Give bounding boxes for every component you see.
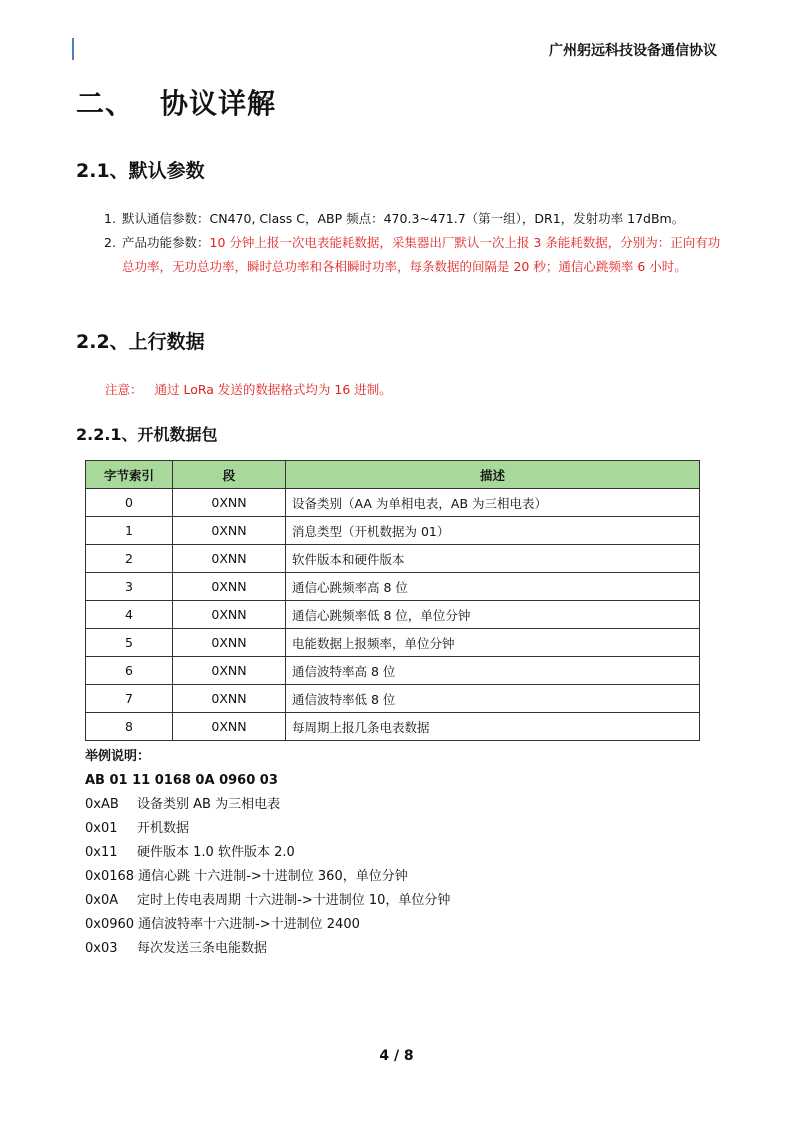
section-number: 二、 bbox=[76, 87, 135, 120]
cell-segment: 0XNN bbox=[173, 629, 286, 657]
heading-2-2: 2.2、上行数据 bbox=[76, 331, 205, 353]
example-line bbox=[85, 841, 450, 865]
example-code: 0x11 bbox=[85, 845, 118, 860]
example-raw: AB 01 11 0168 0A 0960 03 bbox=[85, 773, 278, 788]
example-line bbox=[85, 793, 450, 817]
example-code: 0xAB bbox=[85, 797, 119, 812]
boot-packet-table bbox=[85, 460, 700, 741]
cell-segment: 0XNN bbox=[173, 713, 286, 741]
list-item: 1. 默认通信参数：CN470, Class C，ABP 频点：470.3~471.7（第一组），DR1，发射功率 17dBm。 bbox=[104, 211, 685, 226]
cell-byte-index: 7 bbox=[86, 685, 173, 713]
example-desc: 通信心跳 十六进制->十进制位 360，单位分钟 bbox=[138, 869, 408, 884]
example-code: 0x0A bbox=[85, 893, 119, 908]
example-line bbox=[85, 817, 450, 841]
example-line bbox=[85, 865, 450, 889]
table-header-row bbox=[86, 461, 700, 489]
example-line bbox=[85, 913, 450, 937]
example-desc: 硬件版本 1.0 软件版本 2.0 bbox=[137, 845, 295, 860]
cell-byte-index: 1 bbox=[86, 517, 173, 545]
example-section bbox=[85, 745, 450, 961]
cell-byte-index: 0 bbox=[86, 489, 173, 517]
note-label: 注意： bbox=[105, 382, 143, 397]
cell-byte-index: 4 bbox=[86, 601, 173, 629]
example-line bbox=[85, 937, 450, 961]
page-number: 4 / 8 bbox=[379, 1048, 414, 1064]
cell-segment: 0XNN bbox=[173, 685, 286, 713]
example-desc: 设备类别 AB 为三相电表 bbox=[137, 797, 281, 812]
cell-segment: 0XNN bbox=[173, 517, 286, 545]
cell-byte-index: 8 bbox=[86, 713, 173, 741]
table-row bbox=[86, 657, 700, 685]
cell-description: 消息类型（开机数据为 01） bbox=[286, 517, 700, 545]
table-row bbox=[86, 545, 700, 573]
table-row bbox=[86, 517, 700, 545]
cell-segment: 0XNN bbox=[173, 601, 286, 629]
cell-segment: 0XNN bbox=[173, 489, 286, 517]
table-row bbox=[86, 629, 700, 657]
example-desc: 定时上传电表周期 十六进制->十进制位 10，单位分钟 bbox=[137, 893, 451, 908]
cell-description: 通信波特率高 8 位 bbox=[286, 657, 700, 685]
example-code: 0x03 bbox=[85, 941, 118, 956]
col-segment: 段 bbox=[173, 461, 286, 489]
table-row bbox=[86, 489, 700, 517]
cell-description: 软件版本和硬件版本 bbox=[286, 545, 700, 573]
cell-byte-index: 2 bbox=[86, 545, 173, 573]
cell-description: 通信心跳频率高 8 位 bbox=[286, 573, 700, 601]
table-row bbox=[86, 685, 700, 713]
example-code: 0x0168 bbox=[85, 869, 135, 884]
cell-description: 通信心跳频率低 8 位，单位分钟 bbox=[286, 601, 700, 629]
table-row bbox=[86, 601, 700, 629]
cell-description: 设备类别（AA 为单相电表，AB 为三相电表） bbox=[286, 489, 700, 517]
table-row bbox=[86, 573, 700, 601]
example-title: 举例说明： bbox=[85, 749, 151, 764]
example-desc: 通信波特率十六进制->十进制位 2400 bbox=[138, 917, 360, 932]
section-title: 协议详解 bbox=[160, 87, 277, 120]
cell-segment: 0XNN bbox=[173, 573, 286, 601]
list-item-label: 产品功能参数： bbox=[122, 235, 210, 250]
cell-segment: 0XNN bbox=[173, 657, 286, 685]
cell-byte-index: 3 bbox=[86, 573, 173, 601]
heading-2-2-1: 2.2.1、开机数据包 bbox=[76, 425, 218, 444]
example-code: 0x0960 bbox=[85, 917, 135, 932]
example-desc: 每次发送三条电能数据 bbox=[137, 941, 268, 956]
list-item-text: 默认通信参数：CN470, Class C，ABP 频点：470.3~471.7（第一组），DR1，发射功率 17dBm。 bbox=[122, 211, 685, 226]
cell-description: 通信波特率低 8 位 bbox=[286, 685, 700, 713]
document-header-title: 广州躬远科技设备通信协议 bbox=[549, 43, 717, 59]
heading-2-1: 2.1、默认参数 bbox=[76, 160, 205, 182]
section-heading bbox=[76, 82, 276, 122]
list-item-text: 10 分钟上报一次电表能耗数据，采集器出厂默认一次上报 3 条能耗数据，分别为：正向有功总功率，无功总功率，瞬时总功率和各相瞬时功率，每条数据的间隔是 20 秒；通信心跳频率 6 小时。 bbox=[122, 235, 721, 274]
note-text: 通过 LoRa 发送的数据格式均为 16 进制。 bbox=[154, 382, 392, 397]
col-byte-index: 字节索引 bbox=[86, 461, 173, 489]
cell-byte-index: 5 bbox=[86, 629, 173, 657]
col-description: 描述 bbox=[286, 461, 700, 489]
list-item: 2. 产品功能参数：10 分钟上报一次电表能耗数据，采集器出厂默认一次上报 3 条能耗数据，分别为：正向有功总功率，无功总功率，瞬时总功率和各相瞬时功率，每条数据的间隔是 20 秒；通信心跳频率 6 小时。 bbox=[104, 235, 721, 274]
header-accent-bar bbox=[72, 38, 74, 60]
table-row bbox=[86, 713, 700, 741]
example-code: 0x01 bbox=[85, 821, 118, 836]
example-desc: 开机数据 bbox=[137, 821, 190, 836]
default-params-list bbox=[104, 207, 724, 279]
cell-description: 每周期上报几条电表数据 bbox=[286, 713, 700, 741]
cell-description: 电能数据上报频率，单位分钟 bbox=[286, 629, 700, 657]
example-line bbox=[85, 889, 450, 913]
cell-segment: 0XNN bbox=[173, 545, 286, 573]
note bbox=[105, 380, 392, 398]
cell-byte-index: 6 bbox=[86, 657, 173, 685]
